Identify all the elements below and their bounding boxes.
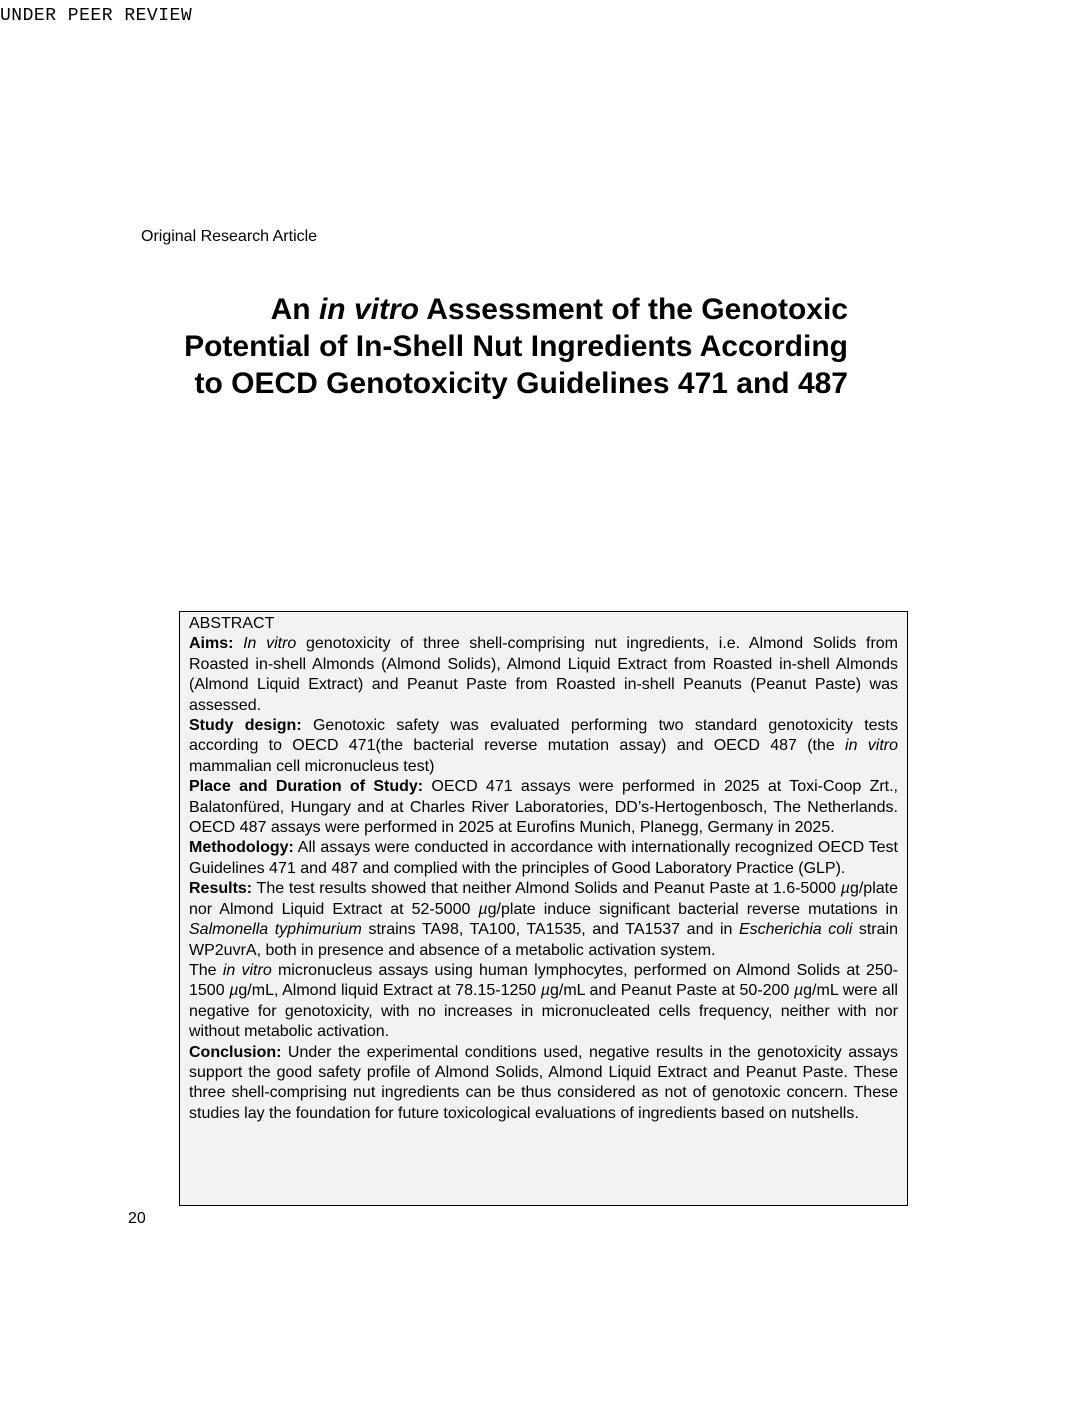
micronucleus-text-3: g/mL, Almond liquid Extract at 78.15-1250 bbox=[238, 982, 541, 1000]
results-text-1: The test results showed that neither Almond Solids and Peanut Paste at 1.6-5000 bbox=[252, 880, 841, 898]
watermark: UNDER PEER REVIEW bbox=[0, 6, 193, 26]
title-italic: in vitro bbox=[318, 293, 419, 326]
aims-label: Aims: bbox=[189, 635, 234, 653]
micronucleus-text-4: g/mL and Peanut Paste at 50-200 bbox=[549, 982, 794, 1000]
abstract-results bbox=[189, 879, 898, 961]
conclusion-label: Conclusion: bbox=[189, 1043, 282, 1061]
study-design-label: Study design: bbox=[189, 717, 302, 735]
micronucleus-text-2: micronucleus assays using human lymphocytes, performed on Almond Solids at 250-1500 bbox=[189, 961, 898, 1000]
line-number: 20 bbox=[128, 1210, 146, 1227]
place-label: Place and Duration of Study: bbox=[189, 778, 424, 796]
study-design-text-2: mammalian cell micronucleus test) bbox=[189, 757, 435, 775]
results-mu-2: µ bbox=[478, 900, 488, 918]
results-italic-2: Escherichia coli bbox=[738, 921, 853, 939]
abstract-heading: ABSTRACT bbox=[189, 615, 275, 632]
results-italic-1: Salmonella typhimurium bbox=[189, 921, 362, 939]
methodology-label: Methodology: bbox=[189, 839, 294, 857]
article-type-label: Original Research Article bbox=[141, 228, 318, 245]
abstract-place-duration bbox=[189, 777, 898, 838]
study-design-text-1: Genotoxic safety was evaluated performing two standard genotoxicity tests according to OECD 471(the bacterial reverse mutation assay) and OECD 487 (the bbox=[189, 717, 899, 755]
title-part2: Assessment of the Genotoxic bbox=[426, 293, 848, 326]
micronucleus-mu-1: µ bbox=[229, 982, 239, 1000]
abstract-aims bbox=[189, 634, 898, 716]
title-part1: An bbox=[270, 293, 311, 326]
micronucleus-text-1: The bbox=[189, 961, 223, 979]
conclusion-text: Under the experimental conditions used, negative results in the genotoxicity assays support the good safety profile of Almond Solids, Almond Liquid Extract and Peanut Paste. These three shell-comprising nut ingredients can be thus considered as not of genotoxic concern. These studies lay the foundation for future toxicological evaluations of ingredients based on nutshells. bbox=[189, 1043, 898, 1122]
results-text-4: strains TA98, TA100, TA1535, and TA1537 and in bbox=[361, 921, 739, 939]
study-design-italic: in vitro bbox=[845, 737, 899, 755]
micronucleus-mu-2: µ bbox=[540, 982, 550, 1000]
results-text-5: strain WP2uvrA, both in presence and absence of a metabolic activation system. bbox=[189, 921, 898, 959]
results-mu-1: µ bbox=[840, 880, 850, 898]
micronucleus-mu-3: µ bbox=[793, 982, 804, 1000]
aims-italic: In vitro bbox=[243, 635, 297, 653]
results-text-3: g/plate induce significant bacterial reverse mutations in bbox=[487, 900, 898, 918]
aims-text: genotoxicity of three shell-comprising nut ingredients, i.e. Almond Solids from Roasted in-shell Almonds (Almond Solids), Almond Liquid Extract from Roasted in-shell Almonds (Almond Liquid Extract) and Peanut Paste from Roasted in-shell Peanuts (Peanut Paste) was assessed. bbox=[189, 635, 899, 714]
abstract-study-design bbox=[189, 716, 898, 777]
results-text-2: g/plate nor Almond Liquid Extract at 52-5000 bbox=[189, 880, 898, 918]
abstract-micronucleus bbox=[189, 961, 898, 1043]
title-line-2: Potential of In-Shell Nut Ingredients According bbox=[184, 330, 848, 363]
abstract-methodology bbox=[189, 838, 898, 879]
micronucleus-italic: in vitro bbox=[222, 961, 272, 979]
title-line-1 bbox=[120, 291, 848, 328]
title-line-3: to OECD Genotoxicity Guidelines 471 and 487 bbox=[194, 367, 848, 400]
place-text: OECD 471 assays were performed in 2025 at Toxi-Coop Zrt., Balatonfüred, Hungary and at Charles River Laboratories, DD’s-Hertogenbosch, The Netherlands. OECD 487 assays were performed in 2025 at Eurofins Munich, Planegg, Germany in 2025. bbox=[189, 778, 899, 837]
results-label: Results: bbox=[189, 880, 253, 898]
abstract-conclusion bbox=[189, 1043, 898, 1125]
abstract-box bbox=[179, 611, 908, 1206]
methodology-text: All assays were conducted in accordance with internationally recognized OECD Test Guidelines 471 and 487 and complied with the principles of Good Laboratory Practice (GLP). bbox=[189, 839, 898, 877]
article-title bbox=[120, 291, 848, 402]
micronucleus-text-5: g/mL were all negative for genotoxicity, with no increases in micronucleated cells frequency, neither with nor without metabolic activation. bbox=[189, 982, 898, 1041]
